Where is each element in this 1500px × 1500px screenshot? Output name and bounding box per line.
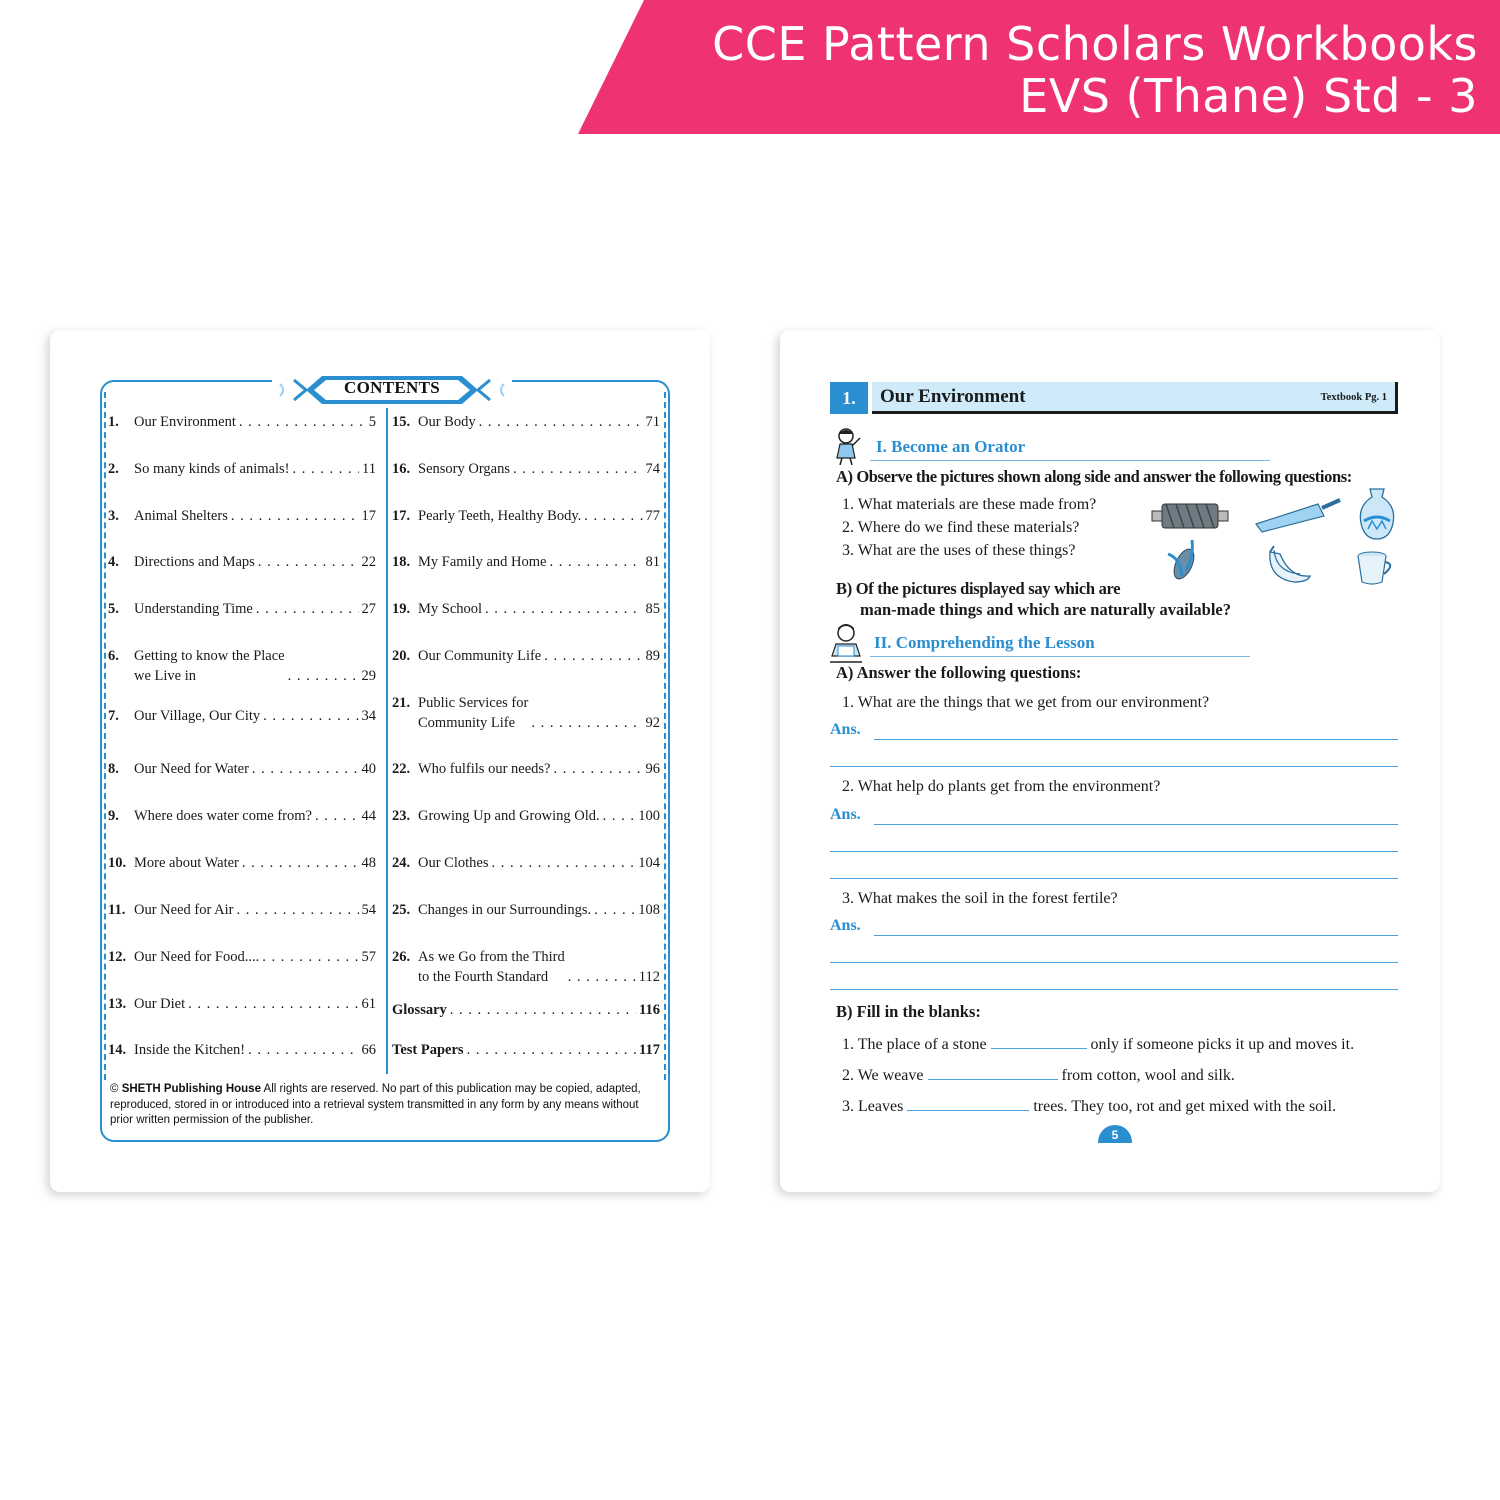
- toc-entry-text: [134, 412, 376, 432]
- toc-entry-number: 9.: [108, 808, 119, 824]
- orator-question-3: 3. What are the uses of these things?: [842, 542, 1076, 559]
- answer-line[interactable]: [830, 962, 1398, 963]
- vase-icon: [1354, 485, 1400, 541]
- textbook-reference: Textbook Pg. 1: [1320, 392, 1387, 403]
- toc-entry-title: Growing Up and Growing Old.: [418, 808, 600, 824]
- answer-instruction: A) Answer the following questions:: [836, 663, 1082, 682]
- toc-leader-dots: [239, 412, 366, 432]
- toc-entry-title: Who fulfils our needs?: [418, 761, 551, 777]
- toc-entry-title: Changes in our Surroundings.: [418, 902, 592, 918]
- toc-entry-number: 21.: [392, 695, 411, 711]
- fill-blank-1: [842, 1033, 1354, 1054]
- answer-line[interactable]: [830, 878, 1398, 879]
- toc-leader-dots: [242, 853, 359, 873]
- toc-leader-dots: [544, 646, 642, 666]
- toc-entry-page: 92: [645, 715, 660, 731]
- fill-blank-1-before: 1. The place of a stone: [842, 1036, 991, 1053]
- toc-entry-number: 14.: [108, 1042, 127, 1058]
- fill-blank-3: [842, 1095, 1336, 1116]
- toc-entry: [108, 759, 376, 779]
- toc-entry-title: My Family and Home: [418, 554, 547, 570]
- toc-entry-title: Understanding Time: [134, 601, 253, 617]
- toc-entry-page: 85: [645, 601, 660, 617]
- publisher-name: SHETH Publishing House: [121, 1083, 261, 1095]
- toc-entry: [392, 646, 660, 666]
- copyright-text: All rights are reserved. No part of this publication may be copied, adapted, reproduced, stored in or introduced into a retrieval system transmitted in any form by any means without prior written permission of the publisher.: [110, 1083, 641, 1126]
- toc-entry-title: Pearly Teeth, Healthy Body.: [418, 508, 582, 524]
- toc-entry-title: Our Need for Air: [134, 902, 234, 918]
- toc-entry-title: Our Need for Food....: [134, 949, 260, 965]
- toc-entry: [392, 806, 660, 826]
- toc-entry-page: 40: [361, 761, 376, 777]
- toc-entry: [392, 506, 660, 526]
- toc-leader-dots: [188, 994, 358, 1014]
- section-underline: [870, 460, 1270, 461]
- toc-leader-dots: [262, 947, 358, 967]
- toc-leader-dots: [485, 599, 642, 619]
- contents-heading-badge: [272, 372, 512, 408]
- toc-leader-dots: [467, 1040, 636, 1060]
- toc-entry-number: 11.: [108, 902, 126, 918]
- toc-entry-page: 54: [361, 902, 376, 918]
- toc-entry-number: 25.: [392, 902, 411, 918]
- toc-leader-dots: [252, 759, 359, 779]
- toc-leader-dots: [263, 706, 358, 726]
- banner-title-line1: CCE Pattern Scholars Workbooks: [712, 17, 1478, 71]
- toc-entry-page: 29: [361, 668, 376, 684]
- toc-entry-title: Where does water come from?: [134, 808, 312, 824]
- orator-question-2: 2. Where do we find these materials?: [842, 519, 1080, 536]
- toc-entry: [108, 947, 376, 967]
- toc-entry-text: [134, 646, 376, 686]
- section-become-orator: I. Become an Orator: [876, 437, 1026, 456]
- toc-leader-dots: [236, 900, 358, 920]
- toc-entry-number: 20.: [392, 648, 411, 664]
- toc-entry-page: 5: [368, 414, 376, 430]
- toc-entry-page: 22: [361, 554, 376, 570]
- toc-entry-title: Public Services for Community Life: [418, 695, 529, 731]
- toc-entry: [108, 706, 376, 726]
- chapter-title-box: [872, 382, 1398, 414]
- contents-frame: [100, 380, 670, 1142]
- toc-entry: [392, 759, 660, 779]
- fill-blanks-heading: B) Fill in the blanks:: [836, 1002, 981, 1021]
- toc-leader-dots: [450, 1000, 636, 1020]
- toc-entry-page: 34: [361, 708, 376, 724]
- contents-heading: CONTENTS: [344, 378, 440, 397]
- toc-entry-page: 71: [645, 414, 660, 430]
- answer-label: Ans.: [830, 721, 861, 738]
- toc-leader-dots: [258, 552, 359, 572]
- toc-entry-text: [134, 806, 376, 826]
- toc-entry-number: 6.: [108, 648, 119, 664]
- toc-entry: [392, 552, 660, 572]
- toc-entry-number: 26.: [392, 949, 411, 965]
- toc-entry-page: 57: [361, 949, 376, 965]
- toc-entry-page: 96: [645, 761, 660, 777]
- toc-entry-title: Our Body: [418, 414, 476, 430]
- toc-entry-page: 104: [638, 855, 660, 871]
- toc-leader-dots: [315, 806, 359, 826]
- answer-line[interactable]: [874, 935, 1398, 936]
- toc-entry-text: [134, 853, 376, 873]
- toc-entry-number: 4.: [108, 554, 119, 570]
- toc-entry-text: [418, 412, 660, 432]
- title-banner: [578, 0, 1500, 134]
- toc-leader-dots: [256, 599, 359, 619]
- toc-entry-page: 44: [361, 808, 376, 824]
- copyright-symbol: ©: [110, 1083, 119, 1095]
- toc-entry-number: 8.: [108, 761, 119, 777]
- chapter-title: Our Environment: [880, 386, 1026, 407]
- fill-blank-3-before: 3. Leaves: [842, 1098, 908, 1115]
- toc-leader-dots: [491, 853, 635, 873]
- toc-entry: [108, 806, 376, 826]
- toc-entry-title: My School: [418, 601, 483, 617]
- toc-entry-page: 27: [361, 601, 376, 617]
- toc-entry-page: 74: [645, 461, 660, 477]
- toc-entry-text: [418, 459, 660, 479]
- toc-entry-title: Directions and Maps: [134, 554, 255, 570]
- toc-entry: [108, 552, 376, 572]
- toc-leader-dots: [553, 759, 642, 779]
- toc-entry-text: [134, 506, 376, 526]
- toc-entry-text: [418, 759, 660, 779]
- toc-entry: [392, 1000, 660, 1020]
- toc-entry-number: 10.: [108, 855, 127, 871]
- toc-entry: [392, 412, 660, 432]
- toc-leader-dots: [231, 506, 359, 526]
- observe-instruction: A) Observe the pictures shown along side and answer the following questions:: [836, 467, 1352, 486]
- toc-entry: [392, 459, 660, 479]
- toc-entry-title: Our Need for Water: [134, 761, 249, 777]
- toc-entry-text: [418, 947, 660, 987]
- answer-line[interactable]: [830, 766, 1398, 767]
- toc-entry: [108, 506, 376, 526]
- toc-entry-page: 11: [362, 461, 376, 477]
- toc-leader-dots: [292, 459, 359, 479]
- comprehension-question-3: 3. What makes the soil in the forest fertile?: [842, 890, 1118, 907]
- toc-entry: [108, 900, 376, 920]
- banner-title: [712, 18, 1478, 122]
- toc-entry-text: [418, 900, 660, 920]
- toc-entry-text: [418, 506, 660, 526]
- answer-line[interactable]: [830, 851, 1398, 852]
- toc-entry-number: 2.: [108, 461, 119, 477]
- answer-line[interactable]: [874, 739, 1398, 740]
- toc-leader-dots: [594, 900, 635, 920]
- banner-title-line2: EVS (Thane) Std - 3: [1019, 69, 1478, 123]
- toc-entry-page: 48: [361, 855, 376, 871]
- toc-entry-text: [134, 552, 376, 572]
- toc-entry-title: Sensory Organs: [418, 461, 510, 477]
- toc-entry-text: [134, 1040, 376, 1060]
- answer-line[interactable]: [874, 824, 1398, 825]
- toc-entry-title: Our Community Life: [418, 648, 542, 664]
- contents-page: [50, 330, 710, 1192]
- toc-leader-dots: [584, 506, 642, 526]
- toc-entry: [108, 646, 376, 686]
- copyright-notice: [110, 1082, 662, 1129]
- answer-label: Ans.: [830, 917, 861, 934]
- toc-entry-text: [134, 900, 376, 920]
- toc-entry-number: 13.: [108, 996, 127, 1012]
- fill-blank-2: [842, 1064, 1235, 1085]
- toc-entry-title: Animal Shelters: [134, 508, 228, 524]
- partB-line2: man-made things and which are naturally available?: [860, 600, 1231, 619]
- girl-orator-icon: [828, 426, 864, 466]
- toc-entry-text: [418, 552, 660, 572]
- toc-entry-title: Glossary: [392, 1002, 447, 1018]
- toc-entry-text: [134, 947, 376, 967]
- toc-entry-page: 17: [361, 508, 376, 524]
- toc-entry-title: Getting to know the Place we Live in: [134, 648, 285, 684]
- blank-space[interactable]: [991, 1033, 1087, 1049]
- fill-blank-3-after: trees. They too, rot and get mixed with the soil.: [1029, 1098, 1337, 1115]
- toc-entry-number: 15.: [392, 414, 411, 430]
- toc-entry-title: More about Water: [134, 855, 239, 871]
- cricket-bat-icon: [1252, 494, 1342, 534]
- toc-entry-number: 12.: [108, 949, 127, 965]
- comprehension-question-2: 2. What help do plants get from the environment?: [842, 778, 1161, 795]
- cup-icon: [1354, 550, 1398, 588]
- toc-entry-number: 19.: [392, 601, 411, 617]
- toc-entry-text: [418, 853, 660, 873]
- toc-leader-dots: [513, 459, 643, 479]
- toc-leader-dots: [531, 713, 642, 733]
- answer-line[interactable]: [830, 989, 1398, 990]
- blank-space[interactable]: [907, 1095, 1029, 1111]
- section-comprehending: II. Comprehending the Lesson: [874, 633, 1095, 652]
- toc-entry-number: 1.: [108, 414, 119, 430]
- answer-label: Ans.: [830, 806, 861, 823]
- toc-entry-text: [418, 693, 660, 733]
- boy-reading-icon: [826, 622, 866, 664]
- contents-column-divider: [386, 390, 388, 1074]
- toc-entry-page: 89: [645, 648, 660, 664]
- thread-spool-icon: [1150, 498, 1230, 534]
- toc-entry-number: 18.: [392, 554, 411, 570]
- toc-entry: [392, 599, 660, 619]
- fill-blank-2-before: 2. We weave: [842, 1067, 928, 1084]
- fill-blank-2-after: from cotton, wool and silk.: [1057, 1067, 1235, 1084]
- toc-entry-number: 17.: [392, 508, 411, 524]
- toc-entry-text: [134, 759, 376, 779]
- toc-entry-title: Inside the Kitchen!: [134, 1042, 246, 1058]
- corn-icon: [1164, 536, 1212, 584]
- toc-leader-dots: [568, 967, 636, 987]
- toc-entry-title: Our Diet: [134, 996, 186, 1012]
- toc-entry: [392, 1040, 660, 1060]
- section-underline: [870, 656, 1250, 657]
- toc-leader-dots: [479, 412, 643, 432]
- toc-entry-title: Test Papers: [392, 1042, 464, 1058]
- toc-leader-dots: [288, 666, 359, 686]
- toc-entry-number: 24.: [392, 855, 411, 871]
- toc-entry-page: 66: [361, 1042, 376, 1058]
- toc-leader-dots: [549, 552, 642, 572]
- toc-entry: [108, 459, 376, 479]
- toc-entry: [108, 1040, 376, 1060]
- toc-entry: [108, 994, 376, 1014]
- banana-icon: [1264, 544, 1316, 588]
- toc-entry-title: Our Village, Our City: [134, 708, 261, 724]
- toc-entry-title: As we Go from the Third to the Fourth Standard: [418, 949, 565, 985]
- toc-entry-text: [418, 599, 660, 619]
- blank-space[interactable]: [928, 1064, 1058, 1080]
- toc-entry: [108, 412, 376, 432]
- toc-entry-title: Our Environment: [134, 414, 236, 430]
- toc-entry-text: [392, 1000, 660, 1020]
- toc-entry-page: 81: [645, 554, 660, 570]
- toc-entry-text: [418, 806, 660, 826]
- toc-entry: [392, 900, 660, 920]
- chapter-header: [830, 382, 1398, 414]
- toc-entry-text: [418, 646, 660, 666]
- page-number: 5: [1098, 1125, 1132, 1143]
- toc-entry-text: [134, 459, 376, 479]
- toc-entry-page: 117: [639, 1042, 660, 1058]
- toc-entry-title: So many kinds of animals!: [134, 461, 290, 477]
- partB-line1: B) Of the pictures displayed say which are: [836, 579, 1121, 598]
- toc-entry-text: [134, 706, 376, 726]
- toc-entry-page: 108: [638, 902, 660, 918]
- toc-entry-number: 7.: [108, 708, 119, 724]
- toc-entry-page: 100: [638, 808, 660, 824]
- toc-entry-page: 116: [639, 1002, 660, 1018]
- toc-entry-text: [134, 599, 376, 619]
- toc-entry-text: [392, 1040, 660, 1060]
- lesson-page: [780, 330, 1440, 1192]
- toc-entry-page: 77: [645, 508, 660, 524]
- toc-entry: [108, 853, 376, 873]
- toc-entry-number: 16.: [392, 461, 411, 477]
- chapter-number: 1.: [830, 382, 868, 414]
- toc-entry-number: 22.: [392, 761, 411, 777]
- comprehension-question-1: 1. What are the things that we get from our environment?: [842, 694, 1210, 711]
- toc-entry: [392, 947, 660, 987]
- toc-entry-text: [134, 994, 376, 1014]
- orator-question-1: 1. What materials are these made from?: [842, 496, 1097, 513]
- toc-entry: [392, 853, 660, 873]
- toc-leader-dots: [603, 806, 636, 826]
- toc-entry: [392, 693, 660, 733]
- toc-entry-number: 23.: [392, 808, 411, 824]
- toc-entry-title: Our Clothes: [418, 855, 489, 871]
- toc-entry-page: 61: [361, 996, 376, 1012]
- fill-blank-1-after: only if someone picks it up and moves it.: [1086, 1036, 1355, 1053]
- toc-entry-number: 3.: [108, 508, 119, 524]
- toc-entry-number: 5.: [108, 601, 119, 617]
- toc-leader-dots: [248, 1040, 358, 1060]
- toc-entry: [108, 599, 376, 619]
- toc-entry-page: 112: [638, 969, 660, 985]
